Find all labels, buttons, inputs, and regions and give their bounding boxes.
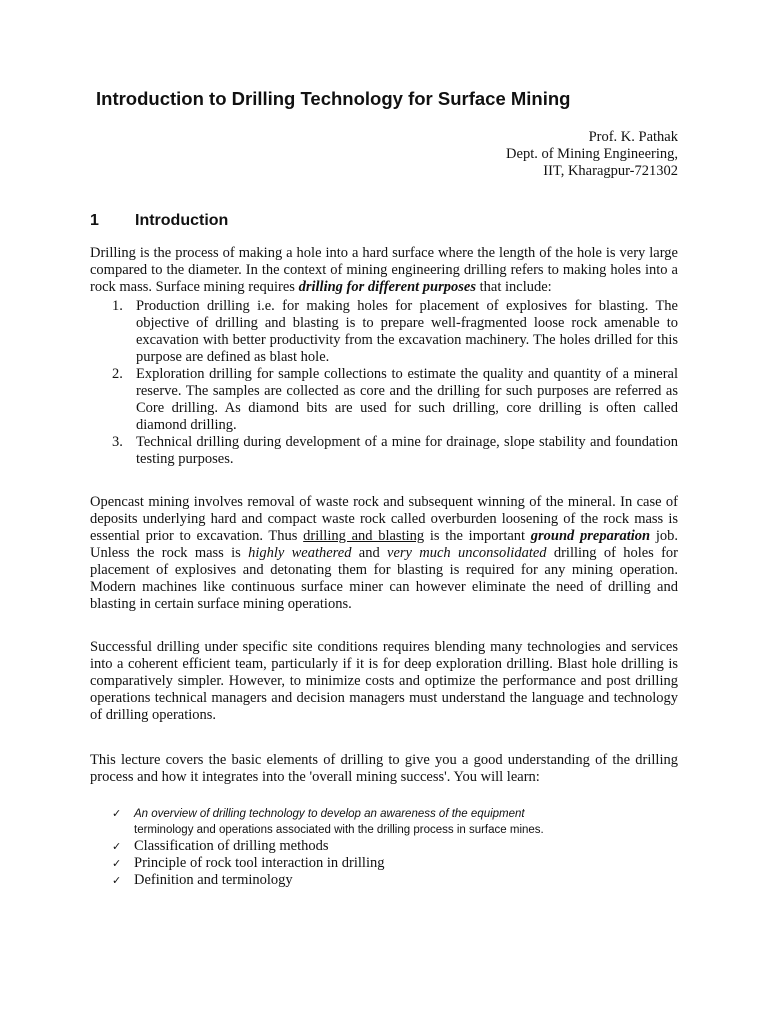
italic-text: An overview of drilling technology to develop an awareness of the equipment xyxy=(134,808,525,820)
paragraph-lecture: This lecture covers the basic elements of drilling to give you a good understanding of the drilling process and how it integrates into the 'overall mining success'. You will learn: xyxy=(90,752,678,785)
document-title: Introduction to Drilling Technology for Surface Mining xyxy=(96,88,571,109)
list-item xyxy=(112,806,592,838)
list-item xyxy=(90,366,678,434)
list-item-text: Production drilling i.e. for making holes for placement of explosives for blasting. The objective of drilling and blasting is to prepare well-fragmented loose rock amenable to excavation with better productivity from the excavation machinery. The holes drilled for this purpose are defined as blast hole. xyxy=(136,298,678,365)
list-item-text: Technical drilling during development of a mine for drainage, slope stability and foundation testing purposes. xyxy=(136,434,678,467)
list-number: 2. xyxy=(112,366,123,382)
author-block xyxy=(506,129,678,180)
check-icon: ✓ xyxy=(112,840,122,853)
italic-text: highly weathered xyxy=(248,545,352,561)
list-item xyxy=(112,872,592,889)
check-icon: ✓ xyxy=(112,857,122,870)
list-item-text: Principle of rock tool interaction in drilling xyxy=(134,855,385,871)
text-run: Drilling is the process of making a hole into a hard surface where the length of the hole is very large compared to the diameter. In the context of mining engineering drilling refers to making holes into a rock mass. Surface mining requires xyxy=(90,245,678,295)
section-title: Introduction xyxy=(135,212,229,229)
paragraph-opencast xyxy=(90,494,678,613)
paragraph-success: Successful drilling under specific site conditions requires blending many technologies and services into a coherent efficient team, particularly if it is for deep exploration drilling. Blast hole drilling is comparatively simpler. However, to minimize costs and optimize the performance and post drilling operations technical managers and decision managers must understand the language and technology of drilling operations. xyxy=(90,639,678,723)
list-item xyxy=(90,298,678,366)
list-number: 3. xyxy=(112,434,123,450)
check-icon: ✓ xyxy=(112,874,122,887)
underlined-text: drilling and blasting xyxy=(303,528,425,544)
text-run: terminology and operations associated with the drilling process in surface mines. xyxy=(134,824,544,836)
learning-list xyxy=(112,806,592,889)
list-item xyxy=(90,434,678,468)
text-run: job. Unless the rock mass is xyxy=(90,528,678,561)
list-item-text: Definition and terminology xyxy=(134,872,293,888)
text-run: that include: xyxy=(475,279,552,295)
list-item xyxy=(112,855,592,872)
list-item-text: Exploration drilling for sample collections to estimate the quality and quantity of a mineral reserve. The samples are collected as core and the drilling for such purposes are referred as Core drilling. As diamond bits are used for such drilling, core drilling is often called diamond drilling. xyxy=(136,366,678,433)
text-run: and xyxy=(351,545,388,561)
author-institute: IIT, Kharagpur-721302 xyxy=(543,163,678,179)
text-run: drilling of holes for placement of explosives and detonating them for blasting is required for any mining operation. Modern machines like continuous surface miner can however eliminate the need of drilling and blasting in certain surface mining operations. xyxy=(90,545,679,612)
author-name: Prof. K. Pathak xyxy=(588,129,678,145)
check-icon: ✓ xyxy=(112,807,122,820)
text-run: Opencast mining involves removal of waste rock and subsequent winning of the mineral. In case of deposits underlying hard and compact waste rock called overburden loosening of the rock mass is essential prior to excavation. Thus xyxy=(90,494,678,544)
author-dept: Dept. of Mining Engineering, xyxy=(506,146,678,162)
list-item xyxy=(112,838,592,855)
emphasis-text: drilling for different purposes xyxy=(298,279,476,295)
paragraph-intro xyxy=(90,245,678,296)
section-number: 1 xyxy=(90,212,99,229)
purposes-list xyxy=(90,298,678,468)
list-item-text: Classification of drilling methods xyxy=(134,838,329,854)
list-number: 1. xyxy=(112,298,123,314)
text-run: is the important xyxy=(424,528,531,544)
section-heading xyxy=(90,212,228,230)
emphasis-text: ground preparation xyxy=(530,528,651,544)
italic-text: very much unconsolidated xyxy=(387,545,547,561)
